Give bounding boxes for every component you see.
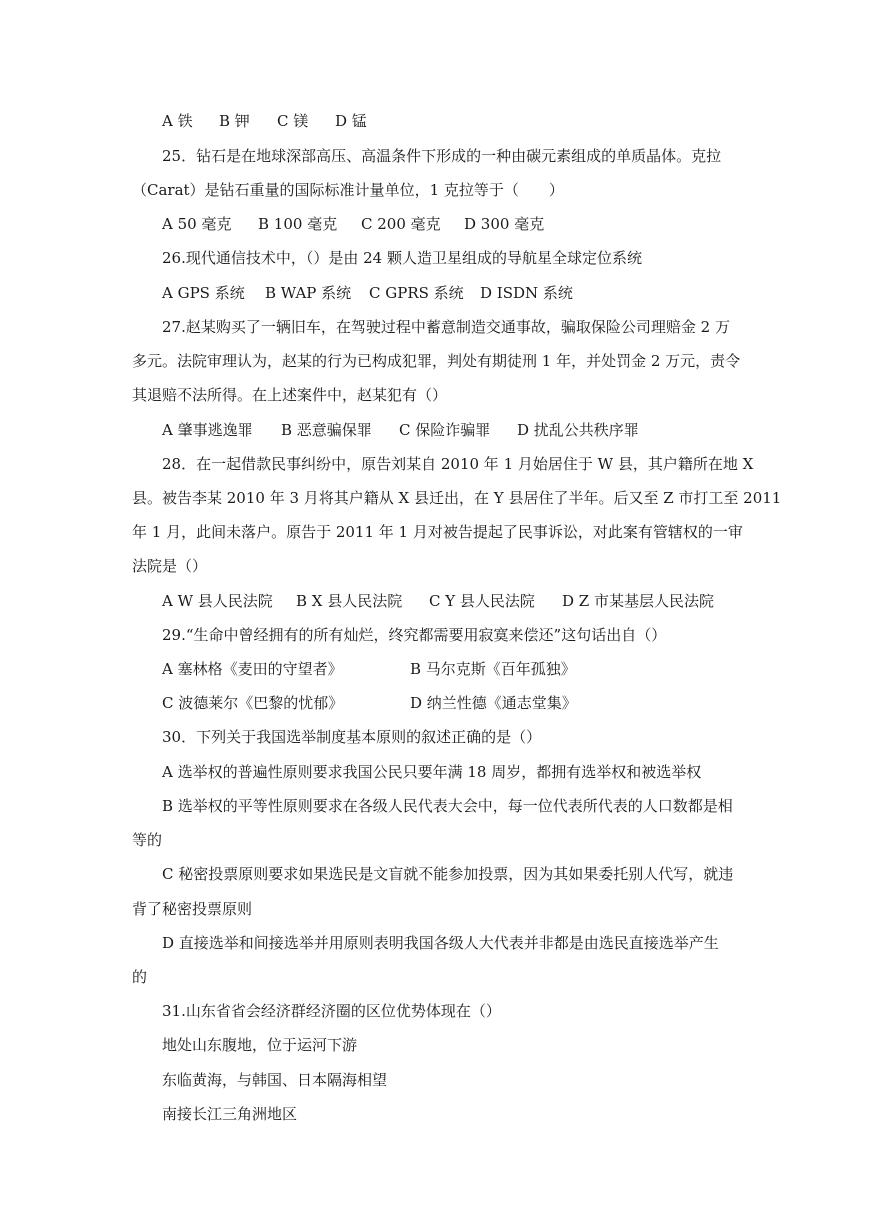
q26-option-b: B WAP 系统 (265, 284, 352, 302)
q26-text-line1: 26.现代通信技术中，（）是由 24 颗人造卫星组成的导航星全球定位系统 (162, 249, 642, 267)
q30-option-b-line1: B 选举权的平等性原则要求在各级人民代表大会中，每一位代表所代表的人口数都是相 (162, 797, 733, 815)
q27-option-d: D 扰乱公共秩序罪 (517, 421, 639, 439)
q28-options (162, 591, 714, 611)
q27-text-line1: 27.赵某购买了一辆旧车，在驾驶过程中蓄意制造交通事故，骗取保险公司理赔金 2 万 (162, 318, 730, 336)
q28-option-d: D Z 市某基层人民法院 (562, 592, 714, 610)
q29-option-c: C 波德莱尔《巴黎的忧郁》 (162, 694, 344, 712)
q29-option-b: B 马尔克斯《百年孤独》 (410, 660, 576, 678)
q26-options (162, 283, 573, 303)
q28-text-line3: 年 1 月，此间未落户。原告于 2011 年 1 月对被告提起了民事诉讼，对此案有管辖权的一审 (132, 523, 743, 541)
q31-item-3: 南接长江三角洲地区 (162, 1105, 298, 1123)
q28-option-b: B X 县人民法院 (296, 592, 403, 610)
q26-option-c: C GPRS 系统 (369, 284, 464, 302)
q27-text-line3: 其退赔不法所得。在上述案件中，赵某犯有（） (132, 386, 448, 404)
q29-text-line1: 29.“生命中曾经拥有的所有灿烂，终究都需要用寂寞来偿还”这句话出自（） (162, 626, 667, 644)
q28-text-line4: 法院是（） (132, 557, 208, 575)
q25-option-b: B 100 毫克 (258, 215, 338, 233)
q25-option-c: C 200 毫克 (361, 215, 441, 233)
q31-text-line1: 31.山东省省会经济群经济圈的区位优势体现在（） (162, 1002, 501, 1020)
q28-text-line1: 28．在一起借款民事纠纷中，原告刘某自 2010 年 1 月始居住于 W 县，其户籍所在地 X (162, 455, 754, 473)
q27-option-b: B 恶意骗保罪 (281, 421, 372, 439)
q27-text-line2: 多元。法院审理认为，赵某的行为已构成犯罪，判处有期徒刑 1 年，并处罚金 2 万元，责令 (132, 352, 741, 370)
q30-option-b-line2: 等的 (132, 831, 163, 849)
q29-option-a: A 塞林格《麦田的守望者》 (162, 660, 343, 678)
q30-text-line1: 30．下列关于我国选举制度基本原则的叙述正确的是（） (162, 728, 542, 746)
q30-option-a: A 选举权的普遍性原则要求我国公民只要年满 18 周岁，都拥有选举权和被选举权 (162, 763, 702, 781)
q25-options (162, 214, 544, 234)
q25-option-d: D 300 毫克 (464, 215, 545, 233)
q25-option-a: A 50 毫克 (162, 215, 232, 233)
q24-option-b: B 钾 (219, 112, 250, 130)
q29-options-row1 (162, 659, 576, 679)
q25-text-line1: 25．钻石是在地球深部高压、高温条件下形成的一种由碳元素组成的单质晶体。克拉 (162, 147, 722, 165)
q30-option-d-line1: D 直接选举和间接选举并用原则表明我国各级人大代表并非都是由选民直接选举产生 (162, 934, 719, 952)
q26-option-d: D ISDN 系统 (480, 284, 573, 302)
q29-options-row2 (162, 693, 577, 713)
q30-option-d-line2: 的 (132, 968, 148, 986)
q27-option-a: A 肇事逃逸罪 (162, 421, 253, 439)
q27-options (162, 420, 639, 440)
q27-option-c: C 保险诈骗罪 (399, 421, 491, 439)
q28-option-a: A W 县人民法院 (162, 592, 273, 610)
q24-option-a: A 铁 (162, 112, 193, 130)
q24-option-d: D 锰 (335, 112, 367, 130)
q24-options (162, 111, 367, 131)
q26-option-a: A GPS 系统 (162, 284, 245, 302)
q28-option-c: C Y 县人民法院 (429, 592, 535, 610)
q29-option-d: D 纳兰性德《通志堂集》 (410, 694, 577, 712)
q30-option-c-line1: C 秘密投票原则要求如果选民是文盲就不能参加投票，因为其如果委托别人代写，就违 (162, 865, 734, 883)
q31-item-2: 东临黄海，与韩国、日本隔海相望 (162, 1071, 388, 1089)
q30-option-c-line2: 背了秘密投票原则 (132, 900, 253, 918)
q24-option-c: C 镁 (277, 112, 309, 130)
q25-text-line2: （Carat）是钻石重量的国际标准计量单位，1 克拉等于（ ） (132, 181, 564, 199)
q28-text-line2: 县。被告李某 2010 年 3 月将其户籍从 X 县迁出，在 Y 县居住了半年。后又至 Z 市打工至 2011 (132, 489, 782, 507)
q31-item-1: 地处山东腹地，位于运河下游 (162, 1036, 358, 1054)
